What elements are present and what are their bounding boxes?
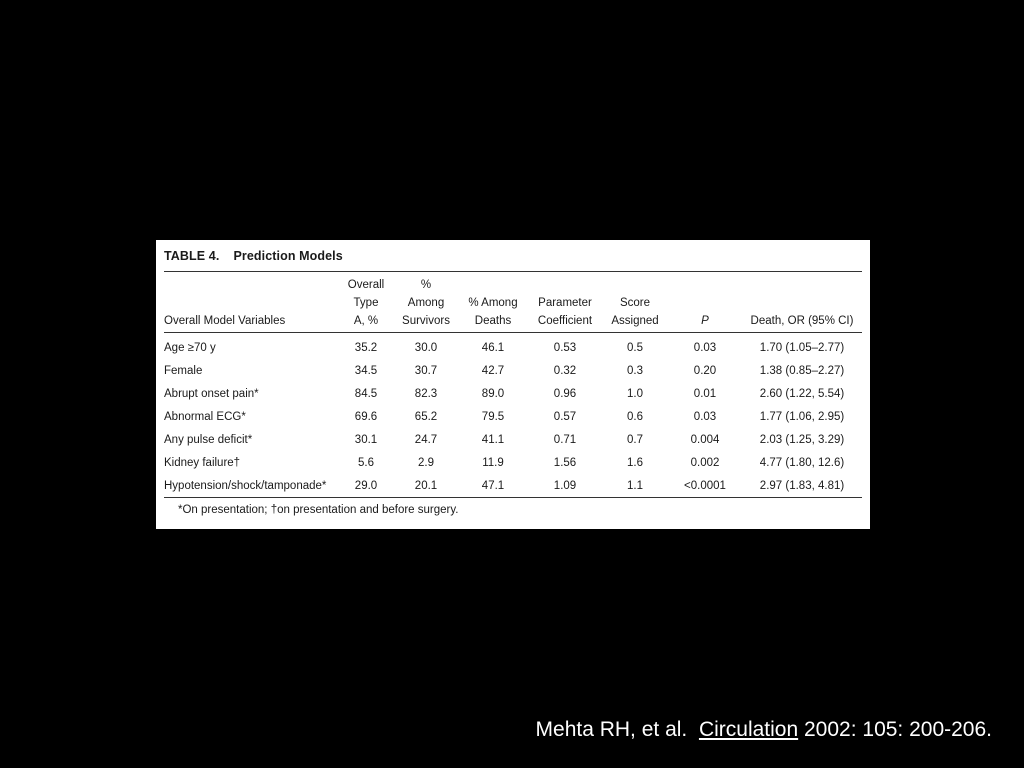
table-body (164, 333, 862, 498)
prediction-models-table (164, 272, 862, 498)
table-row (164, 451, 862, 474)
among-deaths-cell: 46.1 (481, 341, 505, 354)
table-row (164, 382, 862, 405)
death-or-cell: 2.03 (1.25, 3.29) (759, 433, 845, 446)
header-among-survivors: % Among Survivors (394, 272, 458, 333)
table-row (164, 474, 862, 498)
score-assigned-cell: 1.1 (602, 474, 668, 498)
among-survivors-cell: 30.7 (414, 364, 438, 377)
overall-type-a-cell: 30.1 (354, 433, 378, 446)
score-assigned-cell: 0.5 (627, 341, 643, 354)
table-row (164, 333, 862, 360)
citation-details: 2002: 105: 200-206. (804, 718, 992, 741)
parameter-coefficient-cell: 0.32 (553, 364, 577, 377)
among-survivors-cell: 2.9 (418, 456, 434, 469)
table-row (164, 359, 862, 382)
p-value-cell: 0.03 (693, 341, 717, 354)
parameter-coefficient-cell: 0.71 (553, 433, 577, 446)
table-row (164, 428, 862, 451)
among-survivors-cell: 82.3 (414, 387, 438, 400)
p-value-cell: 0.01 (693, 387, 717, 400)
variable-cell: Hypotension/shock/tamponade* (164, 474, 338, 498)
header-variable: Overall Model Variables (164, 272, 338, 333)
variable-cell: Abrupt onset pain* (164, 387, 259, 400)
overall-type-a-cell: 5.6 (358, 456, 374, 469)
overall-type-a-cell: 34.5 (354, 364, 378, 377)
death-or-cell: 2.60 (1.22, 5.54) (759, 387, 845, 400)
citation (536, 716, 992, 744)
death-or-cell: 1.77 (1.06, 2.95) (759, 410, 845, 423)
variable-cell: Abnormal ECG* (164, 410, 246, 423)
overall-type-a-cell: 84.5 (354, 387, 378, 400)
variable-cell: Female (164, 364, 203, 377)
among-survivors-cell: 65.2 (414, 410, 438, 423)
among-deaths-cell: 11.9 (482, 456, 504, 469)
header-among-deaths: % Among Deaths (458, 272, 528, 333)
parameter-coefficient-cell: 0.57 (553, 410, 577, 423)
table-title (164, 248, 862, 272)
parameter-coefficient-cell: 0.96 (553, 387, 577, 400)
score-assigned-cell: 0.3 (627, 364, 643, 377)
variable-cell: Kidney failure† (164, 456, 241, 469)
header-p: P (668, 272, 742, 333)
overall-type-a-cell: 29.0 (338, 474, 394, 498)
among-deaths-cell: 79.5 (481, 410, 505, 423)
variable-cell: Any pulse deficit* (164, 433, 253, 446)
p-value-cell: 0.002 (690, 456, 720, 469)
citation-journal: Circulation (698, 718, 799, 741)
death-or-cell: 1.70 (1.05–2.77) (759, 341, 845, 354)
parameter-coefficient-cell: 1.09 (528, 474, 602, 498)
p-value-cell: 0.20 (693, 364, 717, 377)
death-or-cell: 2.97 (1.83, 4.81) (742, 474, 862, 498)
death-or-cell: 1.38 (0.85–2.27) (759, 364, 845, 377)
among-survivors-cell: 30.0 (414, 341, 438, 354)
variable-cell: Age ≥70 y (164, 341, 216, 354)
among-deaths-cell: 41.1 (481, 433, 505, 446)
table-title-text: Prediction Models (233, 249, 343, 263)
parameter-coefficient-cell: 0.53 (553, 341, 577, 354)
among-deaths-cell: 42.7 (481, 364, 505, 377)
p-value-cell: 0.004 (690, 433, 720, 446)
p-value-cell: 0.03 (693, 410, 717, 423)
parameter-coefficient-cell: 1.56 (553, 456, 577, 469)
header-row (164, 272, 862, 333)
score-assigned-cell: 1.0 (627, 387, 643, 400)
among-survivors-cell: 24.7 (414, 433, 438, 446)
table-row (164, 405, 862, 428)
p-value-cell: <0.0001 (668, 474, 742, 498)
table-panel (156, 240, 870, 529)
overall-type-a-cell: 69.6 (354, 410, 378, 423)
among-deaths-cell: 47.1 (458, 474, 528, 498)
overall-type-a-cell: 35.2 (354, 341, 378, 354)
score-assigned-cell: 0.6 (627, 410, 643, 423)
header-parameter-coefficient: Parameter Coefficient (528, 272, 602, 333)
death-or-cell: 4.77 (1.80, 12.6) (759, 456, 845, 469)
among-deaths-cell: 89.0 (481, 387, 505, 400)
table-label: TABLE 4. (164, 249, 220, 263)
header-death-or: Death, OR (95% CI) (742, 272, 862, 333)
score-assigned-cell: 1.6 (627, 456, 643, 469)
among-survivors-cell: 20.1 (394, 474, 458, 498)
citation-authors: Mehta RH, et al. (535, 718, 688, 741)
header-score-assigned: Score Assigned (602, 272, 668, 333)
score-assigned-cell: 0.7 (627, 433, 643, 446)
header-overall-type-a: Overall Type A, % (338, 272, 394, 333)
table-footnote: *On presentation; †on presentation and before surgery. (178, 504, 459, 516)
